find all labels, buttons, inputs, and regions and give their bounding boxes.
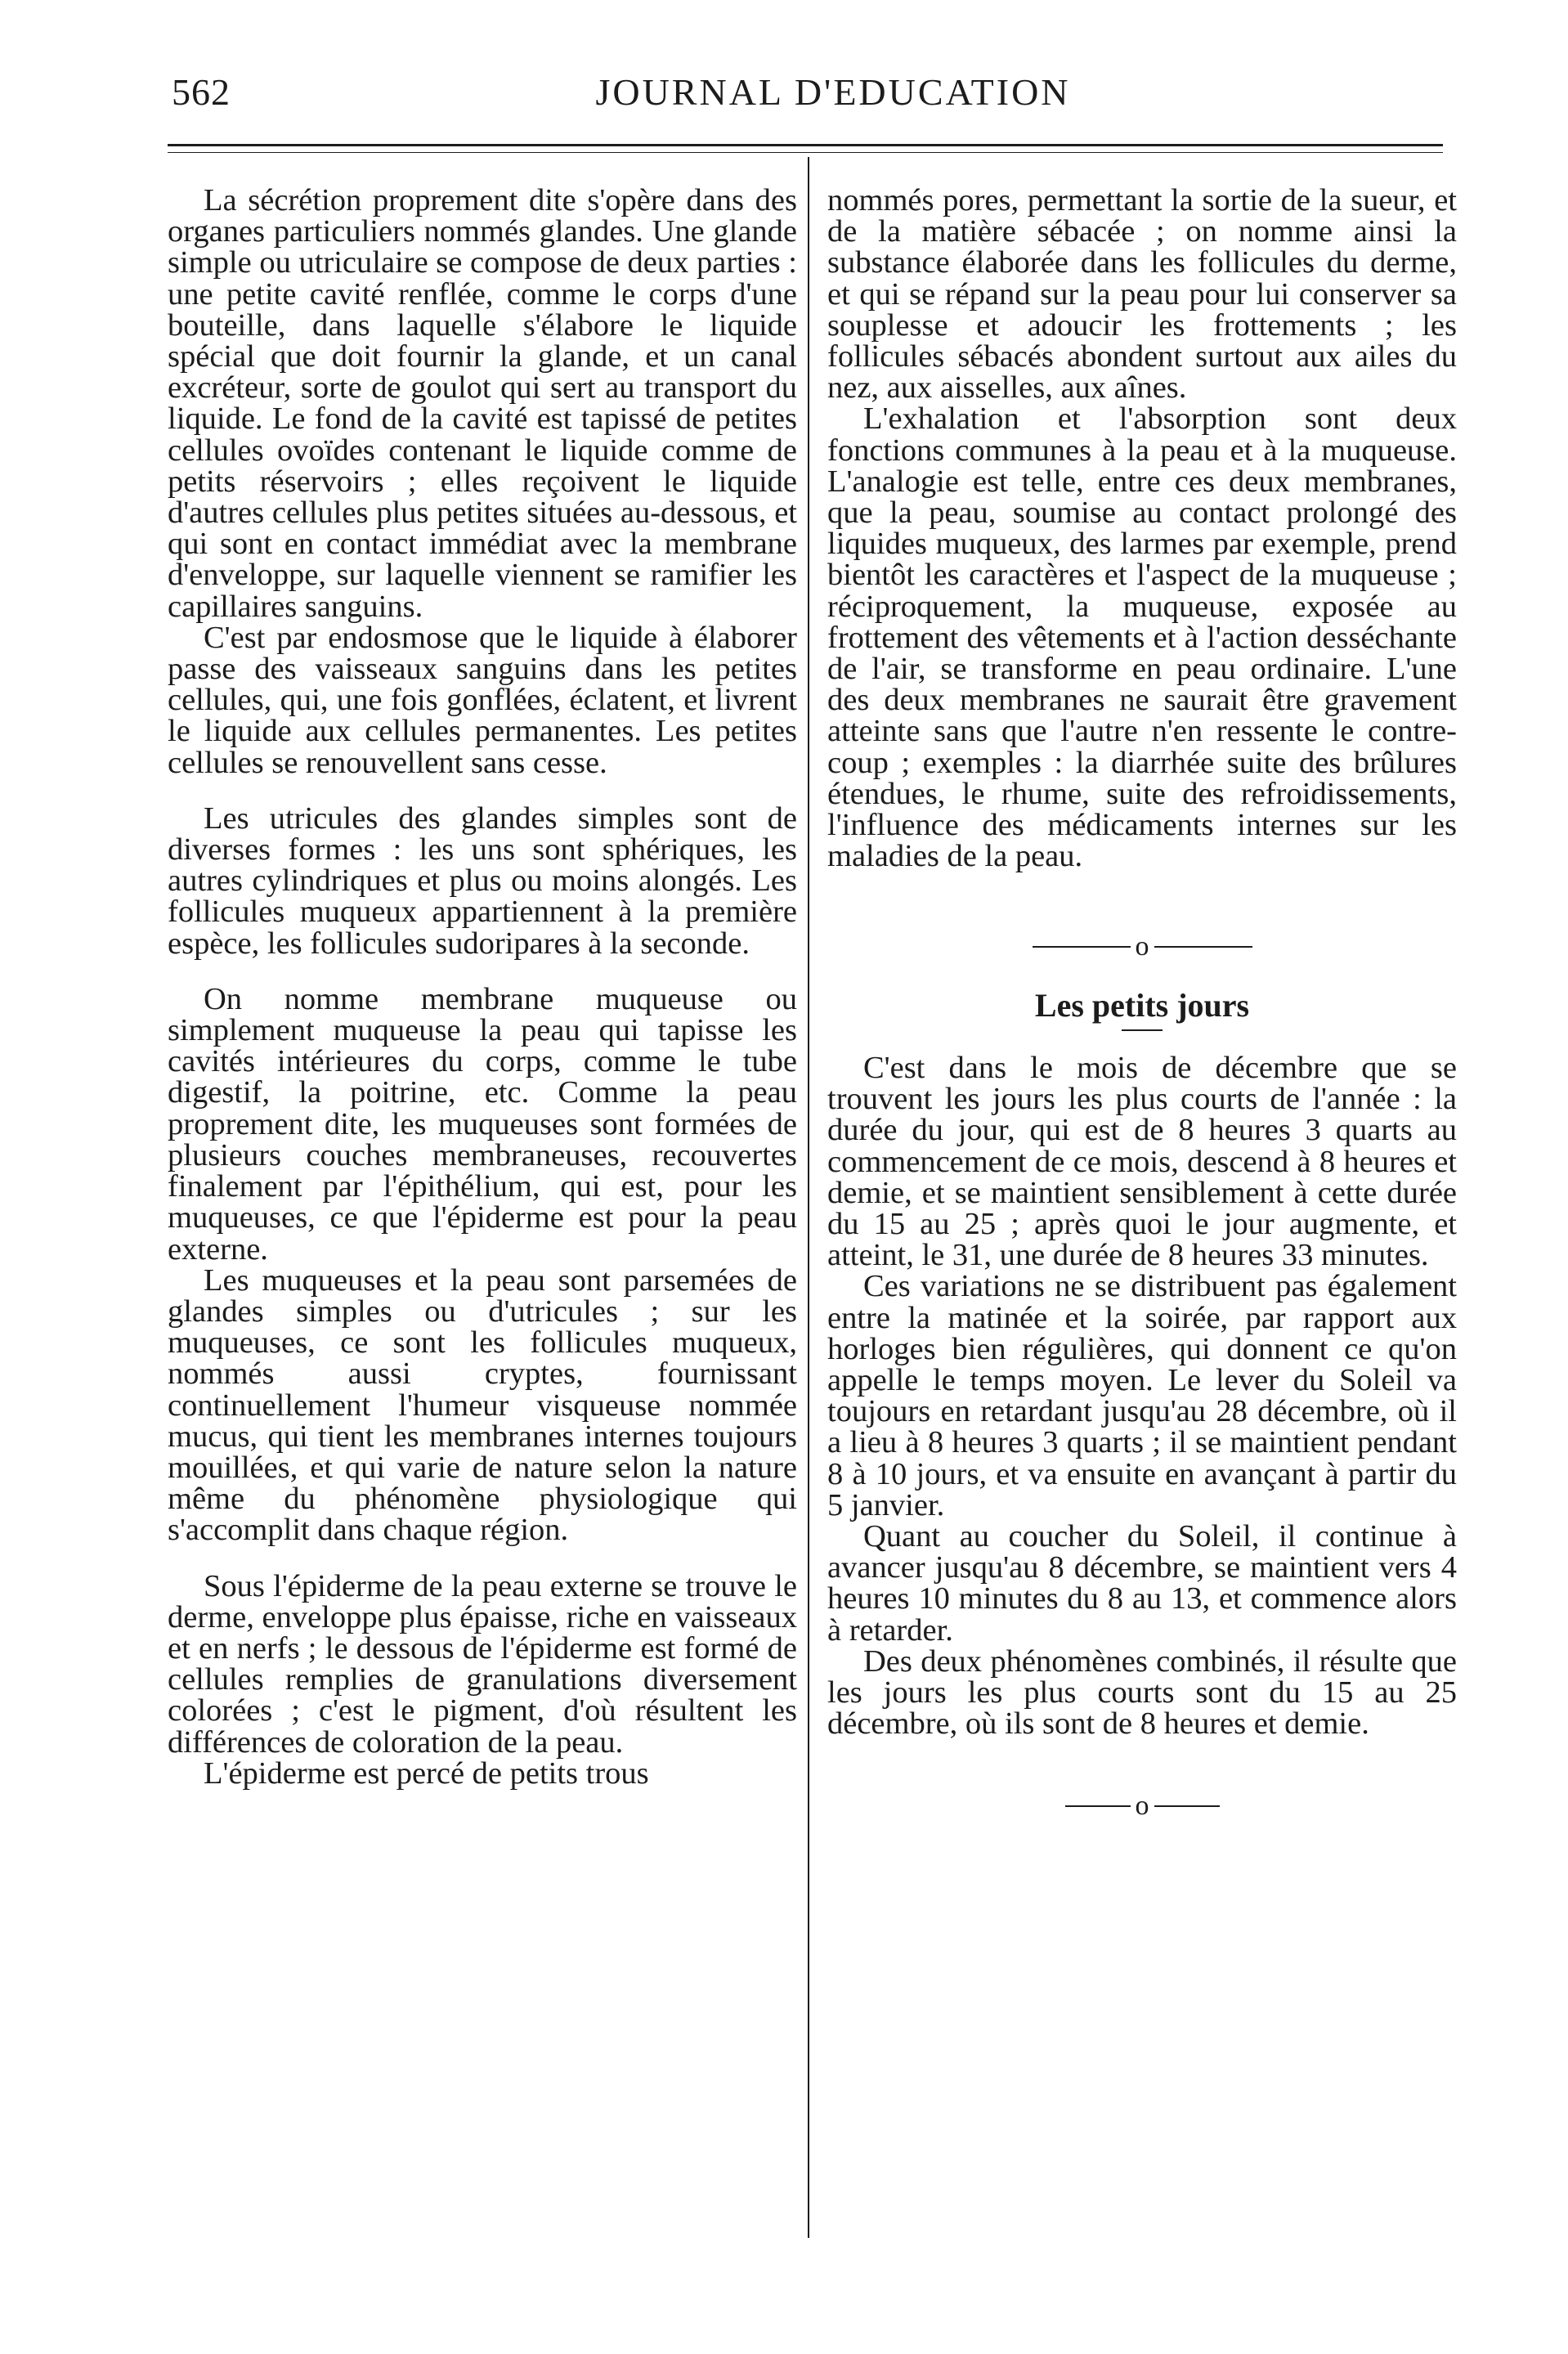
section-title: Les petits jours bbox=[1034, 986, 1250, 1024]
paragraph-coucher: Quant au coucher du Soleil, il continue à avancer jusqu'au 8 décembre, se maintient vers 4 heures 10 minutes du 8 au 13, et commence alors à retarder. bbox=[827, 1519, 1457, 1648]
paragraph-phenomenes: Des deux phénomènes combinés, il résulte que les jours les plus courts sont du 15 au 25 décembre, où ils sont de 8 heures et demie. bbox=[827, 1643, 1457, 1742]
column-divider bbox=[808, 157, 809, 2238]
separator-line bbox=[1065, 1805, 1131, 1807]
journal-title: JOURNAL D'EDUCATION bbox=[595, 71, 1071, 113]
separator-line bbox=[1033, 946, 1131, 948]
paragraph-glandes: La sécrétion proprement dite s'opère dans des organes particuliers nommés glandes. Une glande simple ou utriculaire se compose de deux parties : une petite cavité renflée, comme le corps d'une bouteille, dans laquelle s'élabore le liquide spécial que doit fournir la glande, et un canal excréteur, sorte de goulot qui sert au transport du liquide. Le fond de la cavité est tapissé de petites cellules ovoïdes contenant le liquide comme de petits réservoirs ; elles reçoivent le liquide d'autres cellules plus petites situées au-dessous, et qui sont en contact immédiat avec la membrane d'enveloppe, sur laquelle viennent se ramifier les capillaires sanguins. bbox=[168, 183, 797, 624]
page-number: 562 bbox=[172, 71, 231, 113]
title-rule bbox=[1122, 1029, 1163, 1031]
paragraph-exhalation: L'exhalation et l'absorption sont deux fonctions communes à la peau et à la muqueuse. L'analogie est telle, entre ces deux membranes, que la peau, soumise au contact prolongé des liquides muqueux, des larmes par exemple, prend bientôt les caractères et l'aspect de la muqueuse ; réciproquement, la muqueuse, exposée au frottement des vêtements et à l'action desséchante de l'air, se transforme en peau ordinaire. L'une des deux membranes ne saurait être gravement atteinte sans que l'autre n'en ressente le contre-coup ; exemples : la diarrhée suite des brûlures étendues, le rhume, suite des refroidissements, l'influence des médicaments internes sur les maladies de la peau. bbox=[827, 401, 1457, 874]
header-rule-thick bbox=[168, 144, 1443, 146]
header-rule-thin bbox=[168, 152, 1443, 153]
separator-mark: o bbox=[1135, 1790, 1149, 1821]
paragraph-decembre: C'est dans le mois de décembre que se trouvent les jours les plus courts de l'année : la durée du jour, qui est de 8 heures 3 quarts au commencement de ce mois, descend à 8 heures et demie, et se maintient sensiblement à cette durée du 15 au 25 ; après quoi le jour augmente, et atteint, le 31, une durée de 8 heures 33 minutes. bbox=[827, 1050, 1457, 1273]
left-column bbox=[168, 185, 797, 1789]
separator-line bbox=[1154, 946, 1252, 948]
separator-2 bbox=[827, 1788, 1457, 1821]
paragraph-utricules: Les utricules des glandes simples sont de diverses formes : les uns sont sphériques, les autres cylindriques et plus ou moins alongés. Les follicules muqueux appartiennent à la première espèce, les follicules sudoripares à la seconde. bbox=[168, 800, 797, 961]
paragraph-muqueuses-glandes: Les muqueuses et la peau sont parsemées de glandes simples ou d'utricules ; sur les muqueuses, ce sont les follicules muqueux, nommés aussi cryptes, fournissant continuellement l'humeur visqueuse nommée mucus, qui tient les membranes internes toujours mouillées, et qui varie de nature selon la nature même du phénomène physiologique qui s'accomplit dans chaque région. bbox=[168, 1262, 797, 1548]
right-column bbox=[827, 185, 1457, 1850]
separator-1 bbox=[827, 929, 1457, 962]
separator-mark: o bbox=[1135, 930, 1149, 962]
paragraph-pores: nommés pores, permettant la sortie de la sueur, et de la matière sébacée ; on nomme ainsi la substance élaborée dans les follicules du derme, et qui se répand sur la peau pour lui conserver sa souplesse et adoucir les frottements ; les follicules sébacés abondent surtout aux ailes du nez, aux aisselles, aux aînes. bbox=[827, 183, 1457, 406]
separator-line bbox=[1154, 1805, 1220, 1807]
paragraph-membrane-muqueuse: On nomme membrane muqueuse ou simplement muqueuse la peau qui tapisse les cavités intérieures du corps, comme le tube digestif, la poitrine, etc. Comme la peau proprement dite, les muqueuses sont formées de plusieurs couches membraneuses, recouvertes finalement par l'épithélium, qui est, pour les muqueuses, ce que l'épiderme est pour la peau externe. bbox=[168, 981, 797, 1267]
paragraph-variations: Ces variations ne se distribuent pas également entre la matinée et la soirée, par rapport aux horloges bien régulières, qui donnent ce qu'on appelle le temps moyen. Le lever du Soleil va toujours en retardant jusqu'au 28 décembre, où il a lieu à 8 heures 3 quarts ; il se maintient pendant 8 à 10 jours, et va ensuite en avançant à partir du 5 janvier. bbox=[827, 1269, 1457, 1522]
paragraph-epiderme-trous: L'épiderme est percé de petits trous bbox=[204, 1755, 649, 1791]
paragraph-derme: Sous l'épiderme de la peau externe se trouve le derme, enveloppe plus épaisse, riche en vaisseaux et en nerfs ; le dessous de l'épiderme est formé de cellules remplies de granulations diversement colorées ; c'est le pigment, d'où résultent les différences de coloration de la peau. bbox=[168, 1568, 797, 1760]
paragraph-endosmose: C'est par endosmose que le liquide à élaborer passe des vaisseaux sanguins dans les petites cellules, qui, une fois gonflées, éclatent, et livrent le liquide aux cellules permanentes. Les petites cellules se renouvellent sans cesse. bbox=[168, 620, 797, 780]
